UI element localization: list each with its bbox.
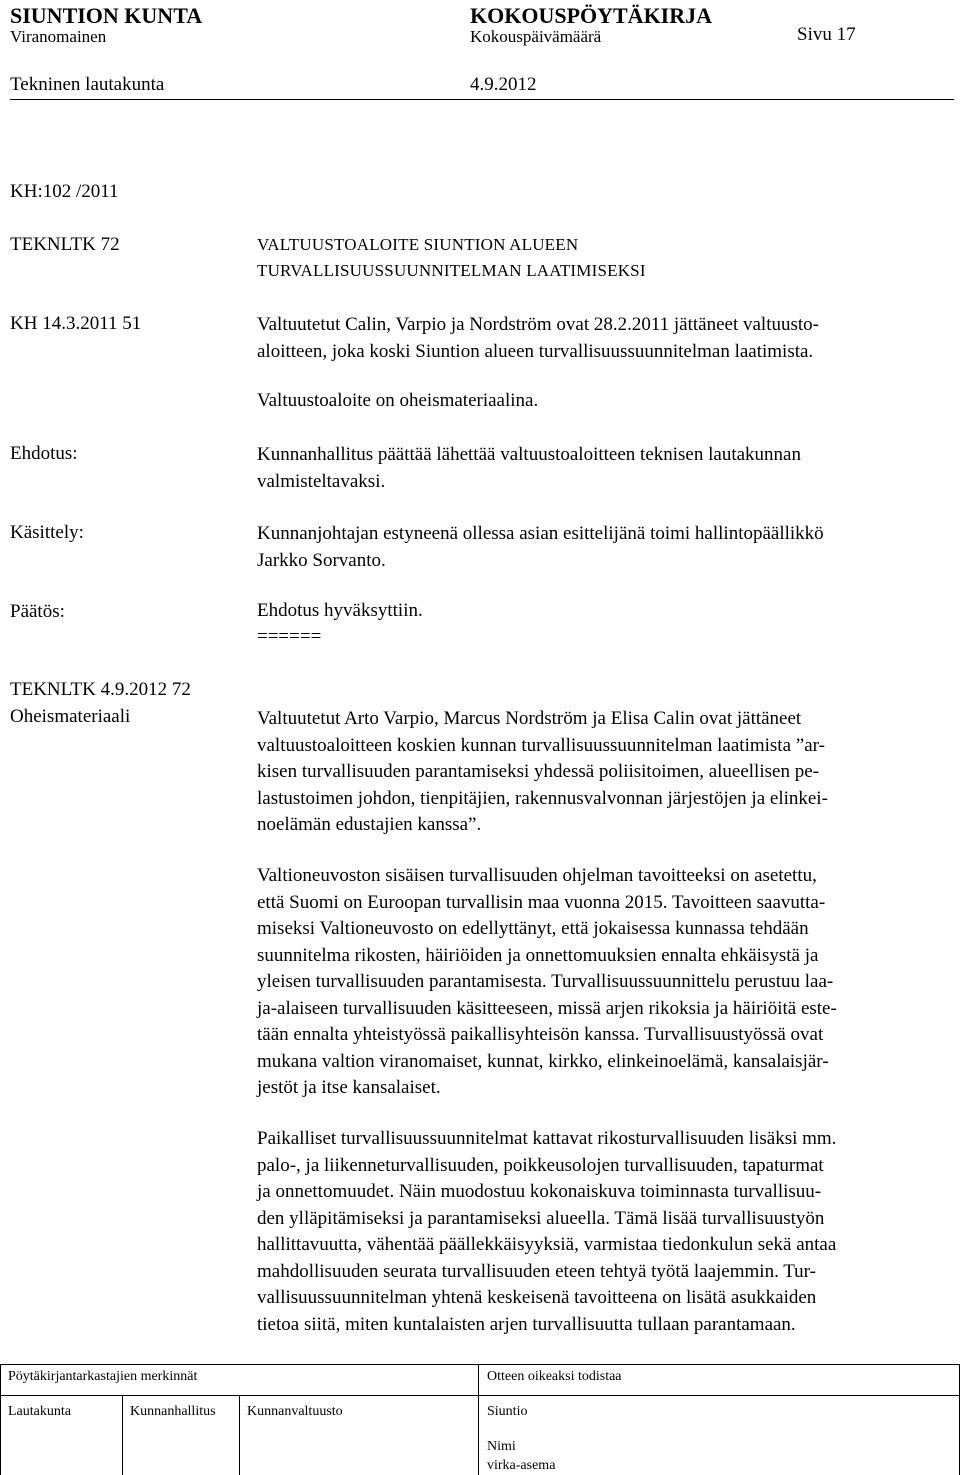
footer-col-rule-1: [122, 1395, 123, 1475]
text-line: kisen turvallisuuden parantamiseksi yhdessä poliisitoimen, alueellisen pe-: [257, 761, 819, 782]
footer-top-rule: [0, 1364, 960, 1365]
text-line: valmisteltavaksi.: [257, 470, 386, 492]
text-line: hallittavuutta, vähentää päällekkäisyyksiä, varmistaa tiedonkulun sekä antaa: [257, 1234, 837, 1255]
text-line: tään ennalta yhteistyössä paikallisyhteisön kanssa. Turvallisuustyössä ovat: [257, 1024, 824, 1045]
text-line: mukana valtion viranomaiset, kunnat, kirkko, elinkeinoelämä, kansalaisjär-: [257, 1050, 829, 1072]
text-line: aloitteen, joka koski Siuntion alueen turvallisuussuunnitelman laatimista.: [257, 340, 814, 362]
footer-mid-rule: [0, 1395, 960, 1396]
authority-label: Viranomainen: [10, 27, 107, 46]
doc-type: KOKOUSPÖYTÄKIRJA: [470, 3, 713, 28]
text-line: tietoa siitä, miten kuntalaisten arjen turvallisuutta tullaan parantamaan.: [257, 1313, 796, 1335]
reviewers-label: Pöytäkirjantarkastajien merkinnät: [8, 1369, 198, 1384]
title-line-2: TURVALLISUUSSUUNNITELMAN LAATIMISEKSI: [257, 261, 646, 280]
date-label: Kokouspäivämäärä: [470, 27, 602, 46]
footer-place: Siuntio: [487, 1404, 528, 1419]
footer-name-label: Nimi: [487, 1439, 516, 1454]
kasittely-label: Käsittely:: [10, 522, 84, 543]
kh-ref: KH:102 /2011: [10, 181, 119, 202]
footer-lautakunta: Lautakunta: [8, 1404, 71, 1419]
kh-date-ref: KH 14.3.2011 51: [10, 313, 142, 334]
paatos-text: Ehdotus hyväksyttiin.: [257, 600, 423, 621]
kh-paragraph: [257, 312, 819, 365]
paatos-label: Päätös:: [10, 601, 65, 622]
ehdotus-text: [257, 442, 801, 495]
text-line: lastustoimen johdon, tienpitäjien, rakennusvalvonnan järjestöjen ja elinkei-: [257, 787, 828, 809]
footer-left-rule: [0, 1364, 1, 1475]
footer-title-label: virka-asema: [487, 1458, 556, 1473]
attachment-label: Oheismateriaali: [10, 706, 131, 727]
teknltk-ref: TEKNLTK 72: [10, 234, 120, 255]
text-line: Paikalliset turvallisuussuunnitelmat kattavat rikosturvallisuuden lisäksi mm.: [257, 1128, 837, 1149]
title-line-1: VALTUUSTOALOITE SIUNTION ALUEEN: [257, 235, 579, 254]
text-line: mahdollisuuden seurata turvallisuuden eteen tehtyä työtä laajemmin. Tur-: [257, 1260, 816, 1282]
meeting-date: 4.9.2012: [470, 74, 537, 95]
separator: ======: [257, 626, 322, 647]
text-line: noelämän edustajien kanssa”.: [257, 814, 482, 835]
text-line: vallisuussuunnitelman yhtenä keskeisenä tavoitteena on lisätä asukkaiden: [257, 1287, 817, 1308]
attachment-note: Valtuustoaloite on oheismateriaalina.: [257, 390, 539, 411]
text-line: Kunnanhallitus päättää lähettää valtuustoaloitteen teknisen lautakunnan: [257, 444, 801, 465]
footer-col-rule-2: [239, 1395, 240, 1475]
certified-label: Otteen oikeaksi todistaa: [487, 1369, 622, 1384]
text-line: miseksi Valtioneuvosto on edellyttänyt, että jokaisessa kunnassa tehdään: [257, 918, 809, 939]
text-line: valtuustoaloitteen koskien kunnan turvallisuussuunnitelman laatimista ”ar-: [257, 734, 825, 756]
org-name: SIUNTION KUNTA: [10, 3, 203, 28]
authority-name: Tekninen lautakunta: [10, 74, 165, 95]
text-line: palo-, ja liikenneturvallisuuden, poikkeusolojen turvallisuuden, tapaturmat: [257, 1154, 824, 1176]
section-paragraph-2: [257, 863, 837, 1102]
header-divider: [10, 99, 954, 100]
kasittely-text: [257, 521, 824, 574]
text-line: suunnitelma rikosten, häiriöiden ja onnettomuuksien ennalta ehkäisystä ja: [257, 944, 819, 966]
text-line: että Suomi on Euroopan turvallisin maa vuonna 2015. Tavoitteen saavutta-: [257, 891, 826, 913]
footer-col-rule-3: [478, 1364, 479, 1475]
text-line: jestöt ja itse kansalaiset.: [257, 1077, 441, 1098]
text-line: Kunnanjohtajan estyneenä ollessa asian esittelijänä toimi hallintopäällikkö: [257, 523, 824, 544]
text-line: ja-alaiseen turvallisuuden käsitteeseen, missä arjen rikoksia ja häiriöitä este-: [257, 997, 837, 1019]
text-line: Jarkko Sorvanto.: [257, 549, 386, 571]
teknltk-section-ref: TEKNLTK 4.9.2012 72: [10, 679, 191, 700]
text-line: den ylläpitämiseksi ja parantamiseksi alueella. Tämä lisää turvallisuustyön: [257, 1207, 825, 1229]
text-line: Valtuutetut Arto Varpio, Marcus Nordström ja Elisa Calin ovat jättäneet: [257, 708, 802, 729]
ehdotus-label: Ehdotus:: [10, 443, 78, 464]
text-line: Valtioneuvoston sisäisen turvallisuuden ohjelman tavoitteeksi on asetettu,: [257, 865, 817, 886]
page-number: Sivu 17: [797, 24, 856, 45]
text-line: ja onnettomuudet. Näin muodostuu kokonaiskuva toiminnasta turvallisuu-: [257, 1181, 822, 1202]
section-paragraph-3: [257, 1126, 836, 1338]
text-line: Valtuutetut Calin, Varpio ja Nordström ovat 28.2.2011 jättäneet valtuusto-: [257, 314, 819, 335]
footer-kunnanhallitus: Kunnanhallitus: [130, 1404, 216, 1419]
text-line: yleisen turvallisuuden parantamisesta. Turvallisuussuunnittelu perustuu laa-: [257, 971, 834, 992]
section-paragraph-1: [257, 706, 828, 839]
footer-kunnanvaltuusto: Kunnanvaltuusto: [247, 1404, 343, 1419]
